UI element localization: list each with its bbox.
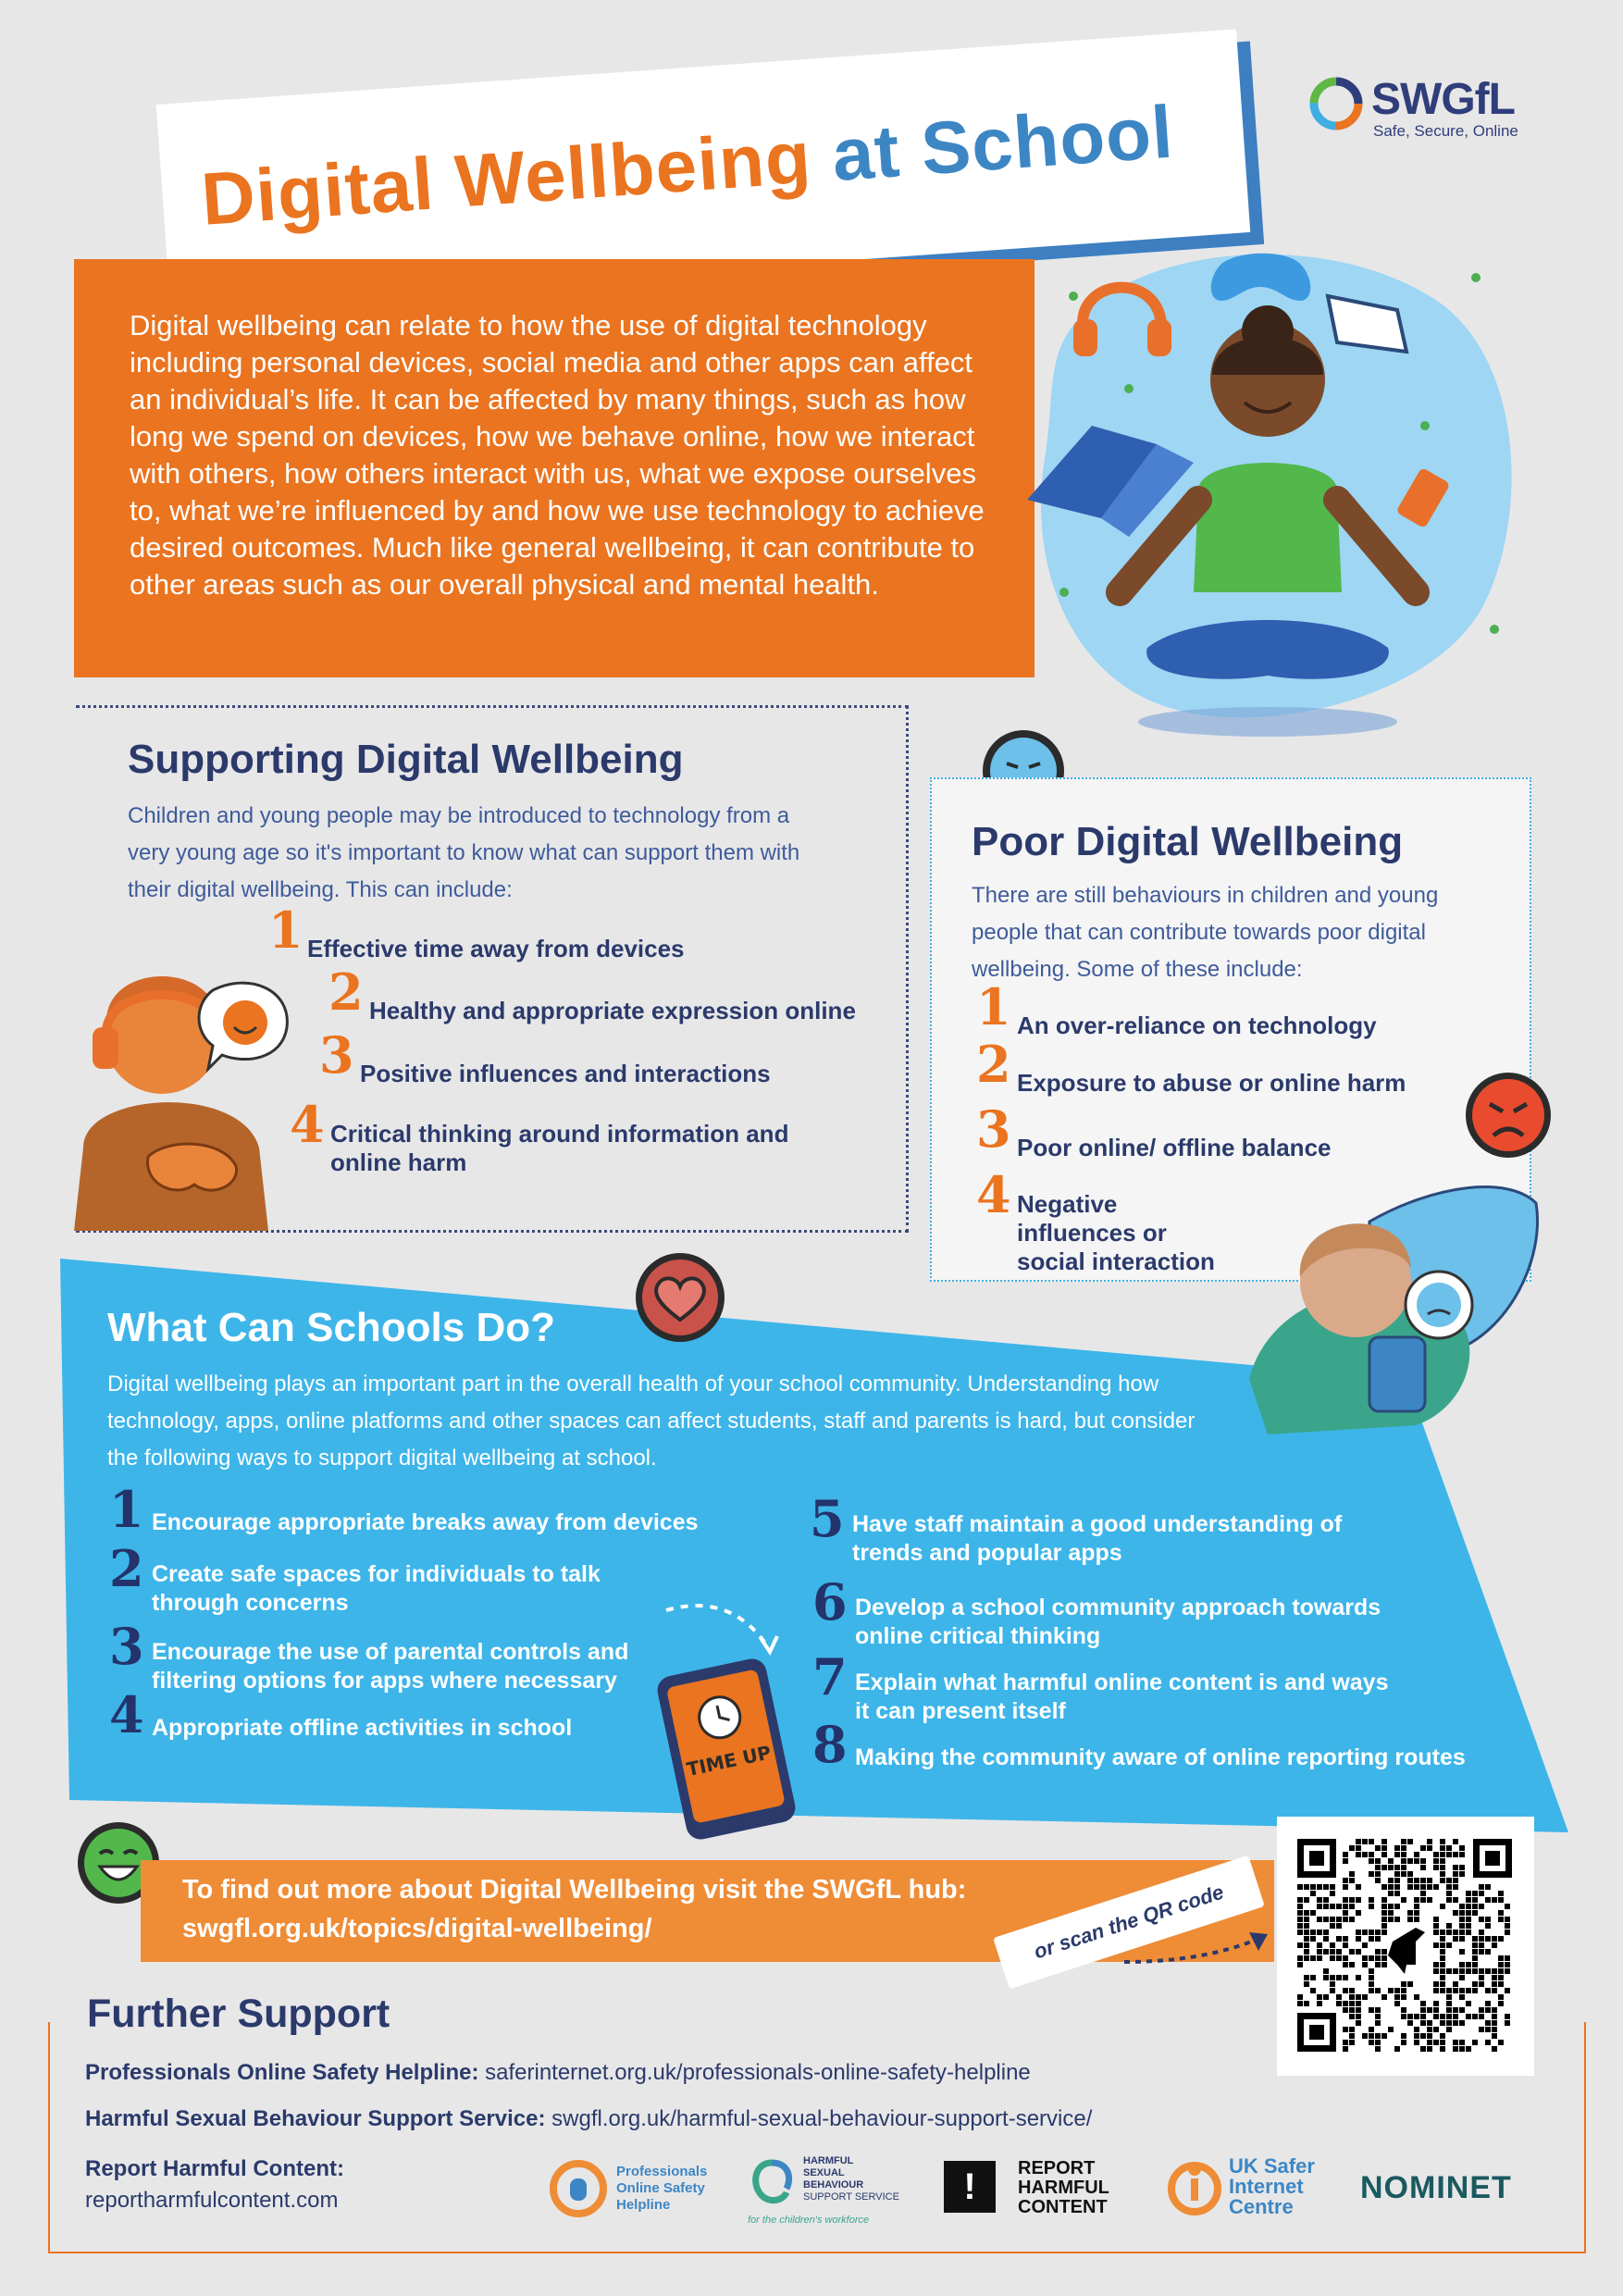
qr-label: or scan the QR code <box>993 1855 1265 1990</box>
intro-panel <box>74 259 1035 677</box>
poor-item: 1 An over-reliance on technology <box>976 977 1377 1039</box>
swgfl-ring-icon <box>1307 74 1366 133</box>
poor-title: Poor Digital Wellbeing <box>972 819 1404 864</box>
title-part-1: Digital Wellbeing <box>198 115 814 241</box>
logo-tagline: Safe, Secure, Online <box>1373 122 1518 140</box>
heart-icon <box>632 1249 728 1346</box>
schools-item: 2 Create safe spaces for individuals to talk through concerns <box>109 1539 601 1616</box>
boy-gaming-illustration <box>56 935 296 1240</box>
dinosaur-icon <box>1388 1928 1425 1974</box>
further-title-wrap <box>74 1992 403 2037</box>
supporting-item: 1 Effective time away from devices <box>268 900 685 962</box>
support-link[interactable]: saferinternet.org.uk/professionals-online-safety-helpline <box>485 2060 1031 2085</box>
girl-with-phone-illustration <box>1231 1166 1545 1444</box>
support-line: Harmful Sexual Behaviour Support Service: swgfl.org.uk/harmful-sexual-behaviour-support-service/ <box>85 2106 1093 2131</box>
meditating-child-illustration <box>1009 222 1527 740</box>
cta-link[interactable]: swgfl.org.uk/topics/digital-wellbeing/ <box>182 1914 652 1943</box>
schools-item: 3 Encourage the use of parental controls and filtering options for apps where necessary <box>109 1617 629 1694</box>
swgfl-logo <box>1307 74 1538 148</box>
hsb-logo: HARMFUL SEXUAL BEHAVIOUR SUPPORT SERVICE for the children's workforce <box>748 2155 899 2226</box>
support-line: Report Harmful Content: <box>85 2156 344 2181</box>
schools-item: 4 Appropriate offline activities in school <box>109 1685 573 1744</box>
rhc-logo: ! REPORT HARMFUL CONTENT <box>944 2159 1138 2216</box>
schools-item: 7 Explain what harmful online content is and ways it can present itself <box>812 1647 1389 1724</box>
poor-intro: There are still behaviours in children and young people that can contribute towards poor digital wellbeing. Some of these include: <box>972 883 1439 982</box>
schools-item: 6 Develop a school community approach towards online critical thinking <box>812 1572 1381 1649</box>
nominet-logo: NOMINET <box>1360 2170 1512 2205</box>
support-link[interactable]: swgfl.org.uk/harmful-sexual-behaviour-support-service/ <box>551 2106 1093 2131</box>
uksic-logo: UK Safer Internet Centre <box>1166 2154 1332 2219</box>
helpline-icon <box>548 2158 609 2219</box>
logo-name: SWGfL <box>1371 75 1515 124</box>
intro-text: Digital wellbeing can relate to how the use of digital technology including personal devices, social media and other apps can affect an individual’s life. It can be affected by many things, such as how long we spend on devices, how we behave online, how we interact with others, how others interact with us, what we expose ourselves to, what we’re influenced by and how we use technology to achieve desired outcomes. Much like general wellbeing, it can contribute to other areas such as our overall physical and mental health. <box>130 309 985 601</box>
supporting-item: 2 Healthy and appropriate expression online <box>328 962 856 1024</box>
schools-title: What Can Schools Do? <box>107 1305 555 1350</box>
supporting-title: Supporting Digital Wellbeing <box>128 737 684 782</box>
further-title: Further Support <box>87 1992 390 2036</box>
worried-face-bubble <box>1406 1272 1472 1338</box>
schools-intro: Digital wellbeing plays an important part in the overall health of your school community. Understanding how technology, apps, online platforms and other spaces can affect students, staff and parents is hard, but consider the following ways to support digital wellbeing at school. <box>107 1371 1196 1471</box>
exclamation-icon: ! <box>944 2161 996 2213</box>
supporting-intro: Children and young people may be introduced to technology from a very young age so it's important to know what can support them with their digital wellbeing. This can include: <box>128 803 800 902</box>
cta-text: To find out more about Digital Wellbeing visit the SWGfL hub: <box>182 1875 967 1905</box>
schools-item: 8 Making the community aware of online reporting routes <box>812 1715 1466 1774</box>
happy-face-bubble <box>199 983 287 1069</box>
posh-logo: Professionals Online Safety Helpline <box>548 2156 719 2221</box>
poor-item: 2 Exposure to abuse or online harm <box>976 1035 1406 1097</box>
supporting-item: 4 Critical thinking around information and online harm <box>290 1095 789 1176</box>
support-line: Professionals Online Safety Helpline: saferinternet.org.uk/professionals-online-safety-helpline <box>85 2060 1031 2085</box>
time-up-phone-illustration <box>648 1601 805 1842</box>
time-up-label: TIME UP <box>684 1741 774 1781</box>
angry-face-icon <box>1462 1069 1555 1161</box>
poor-item: 4 Negative influences or social interaction <box>976 1165 1215 1275</box>
title-part-2: at School <box>829 90 1176 197</box>
supporting-item: 3 Positive influences and interactions <box>319 1025 771 1087</box>
support-link[interactable]: reportharmfulcontent.com <box>85 2188 339 2213</box>
schools-item: 1 Encourage appropriate breaks away from devices <box>109 1480 699 1539</box>
uksic-icon <box>1166 2156 1223 2217</box>
schools-item: 5 Have staff maintain a good understanding of trends and popular apps <box>810 1489 1343 1566</box>
poor-item: 3 Poor online/ offline balance <box>976 1099 1332 1161</box>
arrow-icon <box>1120 1925 1277 1971</box>
hsb-icon <box>746 2155 798 2211</box>
